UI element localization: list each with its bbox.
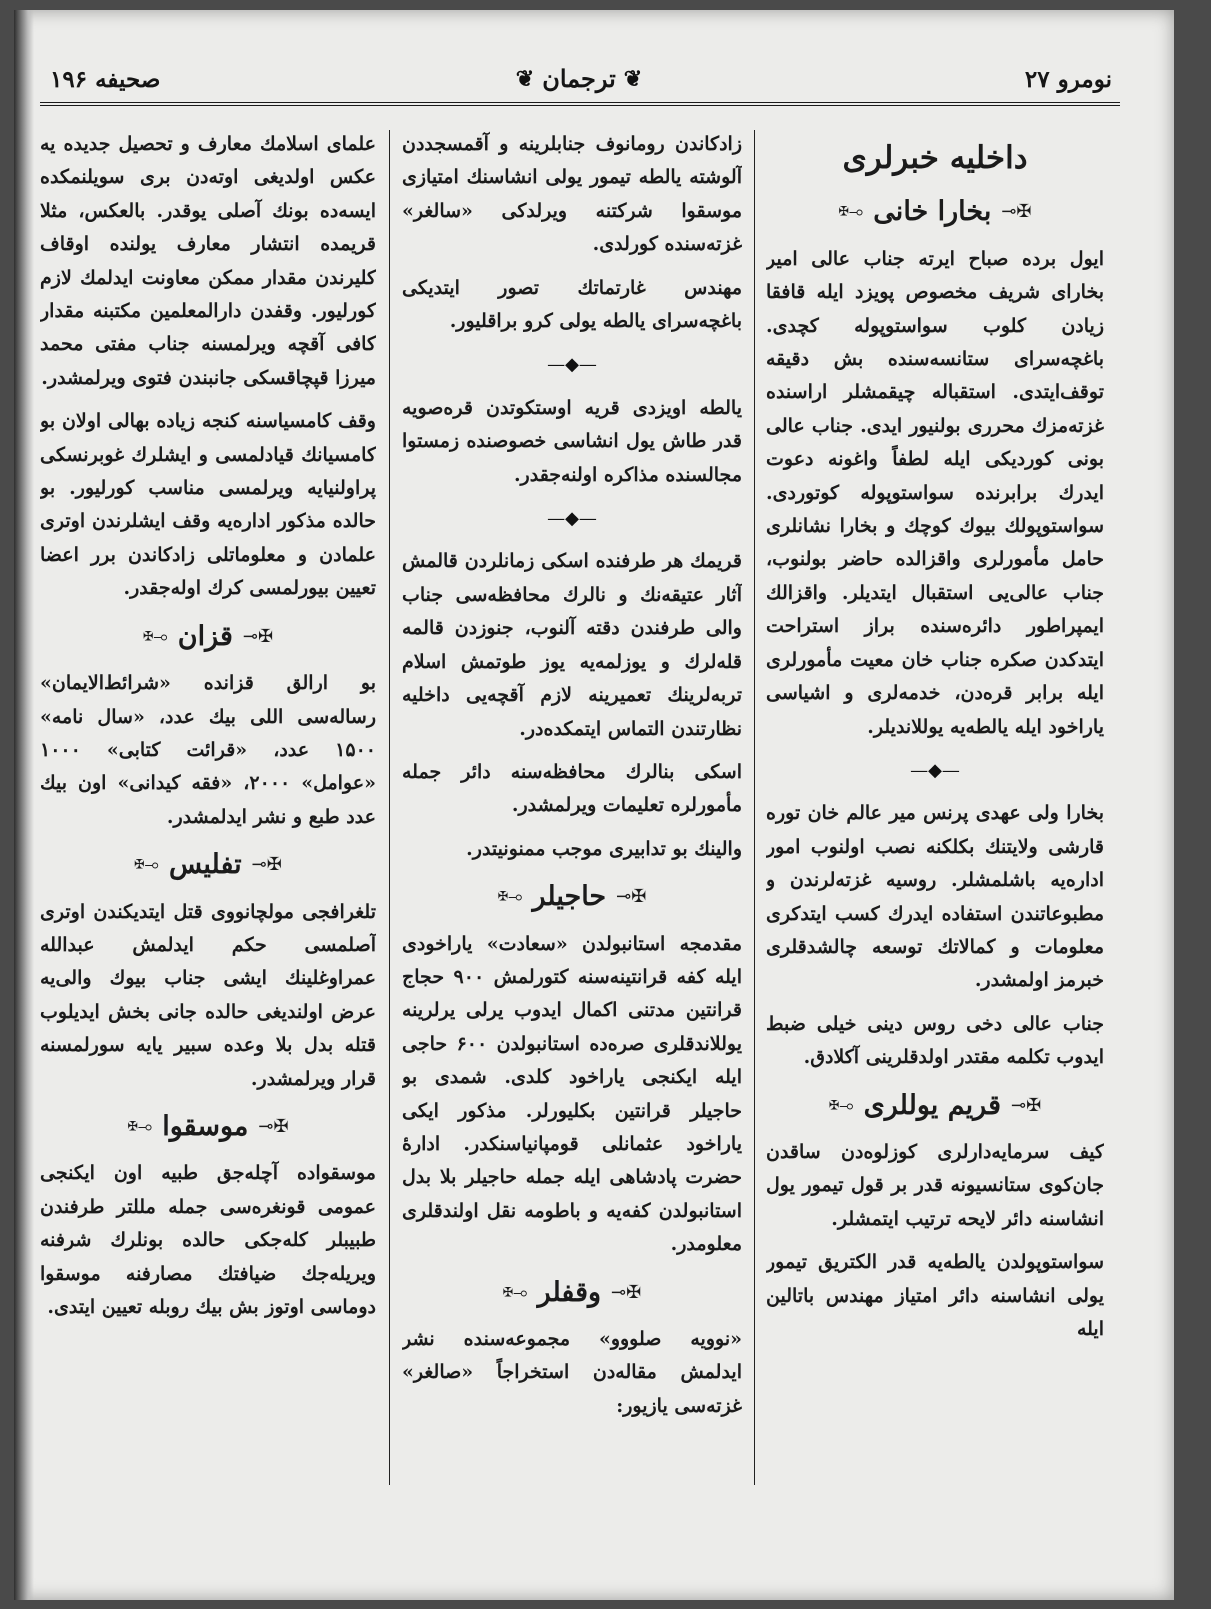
issue-number: نومرو ۲۷ (1024, 66, 1112, 93)
heading-ornament-icon: ✠⊸ (251, 854, 282, 876)
column-divider (389, 130, 390, 1485)
column-divider (754, 130, 755, 1485)
header-ornament-icon: ❦ (623, 65, 643, 92)
heading-text: تفلیس (168, 849, 242, 881)
article-heading (40, 620, 376, 653)
header-rule (40, 102, 1120, 106)
article-paragraph: جناب عالی دخی روس دینی خیلی ضبط ایدوب تکلمه مقتدر اولدقلرینی آکلادق. (766, 1012, 1104, 1069)
heading-text: موسقوا (162, 1110, 249, 1142)
article-paragraph: یالطه اویزدی قریه اوستکوتدن قره‌صویه قدر طاش یول انشاسی خصوصنده زمستوا مجالسنده مذاکره اولنه‌جقدر. (402, 396, 742, 486)
heading-text: وقفلر (537, 1276, 602, 1308)
heading-text: بخارا خانی (873, 196, 992, 228)
column-middle (402, 128, 742, 1598)
article-paragraph: ایول برده صباح ایرته جناب عالی امیر بخارای شریف مخصوص پویزد ایله قافقا زیادن کلوب سواستوپوله کچدی. باغچه‌سرای ستانسه‌سنده بش دقیقه توقف‌ایتدی. استقباله چیقمشلر اراسنده غزته‌مزك محرری بولنیور ایدی. جناب عالی بونی کوردیکی ایله لطفاً واغونه دعوت ایدرك برابرنده سواستوپوله کوتوردی. سواستوپولك بیوك کوچك و بخارا نشانلری حامل مأمورلری واقزالده حاضر بولنوب، جناب عالی‌یی استقبال ایتدیلر. واقزالك ایمپراطور دائره‌سنده براز استراحت ایتدکدن صکره جناب خان معیت مأمورلری ایله برابر قره‌دن، خدمه‌لری و اشیاسی یاراخود ایله یالطه‌یه یوللاندیلر. (766, 247, 1104, 738)
article-paragraph: قریمك هر طرفنده اسکی زمانلردن قالمش آثار عتیقه‌نك و نالرك محافظه‌سی جناب والی طرفندن دقته آلنوب، جنوزدن قالمه قله‌لرك و یوزلمه‌یه یوز طوتمش اسلام تربه‌لرینك تعمیرینه لازم آقچه‌یی داخلیه نظارتندن التماس ایتمکده‌در. (402, 550, 742, 740)
article-heading (766, 195, 1104, 228)
heading-text: قزان (177, 620, 233, 652)
section-title: داخلیه خبرلری (842, 140, 1028, 176)
article-paragraph: زادکاندن رومانوف جنابلرینه و آقمسجددن آلوشته یالطه تیمور یولی انشاسنك امتیازی موسقوا شرکتنه ویرلدکی «سالغر» غزته‌سنده کورلدی. (402, 133, 742, 256)
article-heading (40, 1110, 376, 1143)
separator-ornament-icon: —◆— (910, 759, 960, 781)
heading-ornament-icon: ✠⊸ (616, 886, 647, 908)
article-heading (40, 848, 376, 881)
article-paragraph: بو ارالق قزانده «شرائط‌الایمان» رساله‌سی اللی بیك عدد، «سال نامه» ۱۵۰۰ عدد، «قرائت کتابی» ۱۰۰۰ «عوامل» ۲۰۰۰، «فقه کیدانی» اون بیك عدد طبع و نشر ایدلمشدر. (40, 672, 376, 828)
page-number: صحیفه ۱۹۶ (50, 66, 161, 93)
heading-ornament-icon: ⟜✠ (127, 1115, 153, 1137)
article-paragraph: مهندس غارتماتك تصور ایتدیکی باغچه‌سرای یالطه یولی کرو براقلیور. (402, 276, 742, 333)
separator-ornament-icon: —◆— (547, 508, 597, 530)
newspaper-name: ترجمان (542, 64, 616, 93)
heading-ornament-icon: ✠⊸ (1001, 201, 1032, 223)
article-paragraph: موسقواده آچله‌جق طبیه اون ایکنجی عمومی قونغره‌سی جمله مللتر طرفندن طبیبلر کله‌جکی حالده بونلرك شرفنه ویریله‌جك ضیافتك مصارفنه موسقوا دوماسی اوتوز بش بیك روبله تعیین ایتدی. (40, 1162, 376, 1318)
scan-edge-shadow (14, 10, 34, 1600)
heading-text: حاجیلر (532, 881, 607, 913)
heading-ornament-icon: ⟜✠ (838, 201, 864, 223)
column-right (766, 128, 1104, 1598)
article-paragraph: تلغرافجی مولچانووی قتل ایتدیکندن اوتری آصلمسی حکم ایدلمش عبدالله عمراوغلینك ایشی جناب بیوك والی‌یه عرض اولندیغی حالده جانی بخش ایدیلوب قتله بدل بلا وعده سبیر یایه سورلمسنه قرار ویرلمشدر. (40, 900, 376, 1090)
article-paragraph: والینك بو تدابیری موجب ممنونیتدر. (466, 837, 742, 860)
heading-ornament-icon: ⟜✠ (502, 1281, 528, 1303)
heading-ornament-icon: ✠⊸ (258, 1115, 289, 1137)
newspaper-page (14, 10, 1174, 1600)
heading-ornament-icon: ✠⊸ (1011, 1094, 1042, 1116)
article-paragraph: بخارا ولی عهدی پرنس میر عالم خان توره قارشی ولایتنك بکلکنه نصب اولنوب امور اداره‌یه باشلمشلر. روسیه غزته‌لرندن و مطبوعاتندن استفاده ایدرك کسب ایتدکری معلومات و کمالاتك توسعه چالشدقلری خبرمز اولمشدر. (766, 802, 1104, 992)
article-paragraph: «نوویه صلووو» مجموعه‌سنده نشر ایدلمش مقاله‌دن استخراجاً «صالغر» غزته‌سی یازیور: (402, 1328, 742, 1417)
article-paragraph: مقدمجه استانبولدن «سعادت» یاراخودی ایله کفه قرانتینه‌سنه کتورلمش ۹۰۰ حجاج قرانتین مدتنی اکمال ایدوب یرلی یرلرینه یوللاندقلری صره‌ده استانبولدن ۶۰۰ حاجی ایله ایکنجی یاراخود کلدی. شمدی بو حاجیلر قرانتین بکلیورلر. مذکور ایکی یاراخود عثمانلی قومپانیاسنکدر. ادارهٔ حضرت پادشاهی ایله جمله حاجیلر بلا بدل استانبولدن کفه‌یه و باطومه نقل اولندقلری معلومدر. (402, 932, 742, 1256)
article-paragraph: اسکی بنالرك محافظه‌سنه دائر جمله مأمورلره تعلیمات ویرلمشدر. (402, 760, 742, 817)
heading-ornament-icon: ⟜✠ (828, 1094, 854, 1116)
article-heading (402, 1276, 742, 1309)
article-heading (402, 880, 742, 913)
heading-ornament-icon: ⟜✠ (497, 886, 523, 908)
article-heading (766, 1089, 1104, 1122)
article-paragraph: کیف سرمایه‌دارلری کوزلوه‌دن ساقدن جان‌کوی ستانسیونه قدر بر قول تیمور یول انشاسنه دائر لایحه ترتیب ایتمشلر. (766, 1140, 1104, 1230)
heading-ornament-icon: ✠⊸ (242, 625, 274, 647)
header-ornament-icon: ❦ (515, 65, 535, 92)
article-paragraph: سواستوپولدن یالطه‌یه قدر الکتریق تیمور یولی انشاسنه دائر امتیاز مهندس باتالین ایله (766, 1251, 1104, 1340)
heading-ornament-icon: ⟜✠ (142, 625, 168, 647)
column-left (40, 128, 376, 1598)
article-paragraph: وقف کامسیاسنه کنجه زیاده بهالی اولان بو کامسیانك قیادلمسی و ایشلرك غوبرنسکی پراولنیایه ویرلمسی مناسب کورلیور. بو حالده مذکور اداره‌یه وقف ایشلرندن اوتری علمادن و معلوماتلی زادکاندن برر اعضا تعیین بیورلمسی کرك اوله‌جقدر. (40, 410, 376, 600)
separator-ornament-icon: —◆— (547, 354, 597, 376)
newspaper-title (516, 64, 642, 93)
page-header (38, 62, 1120, 102)
article-paragraph: علمای اسلامك معارف و تحصیل جدیده یه عکس اولدیغی اوته‌دن بری سویلنمکده ایسه‌ده بونك آصلی یوقدر. بالعکس، مثلا قریمده انتشار معارف یولنده اوقاف کلیرندن مقدار ممکن معاونت ایدلمك لازم کورلیور. وقفدن دارالمعلمین مکتبنه مقدار کافی آقچه ویرلمسنه جناب مفتی محمد میرزا قپچاقسکی جانبندن فتوی ویرلمشدر. (40, 133, 376, 389)
heading-text: قریم یوللری (863, 1089, 1001, 1121)
heading-ornament-icon: ⟜✠ (134, 854, 159, 876)
heading-ornament-icon: ✠⊸ (611, 1281, 642, 1303)
